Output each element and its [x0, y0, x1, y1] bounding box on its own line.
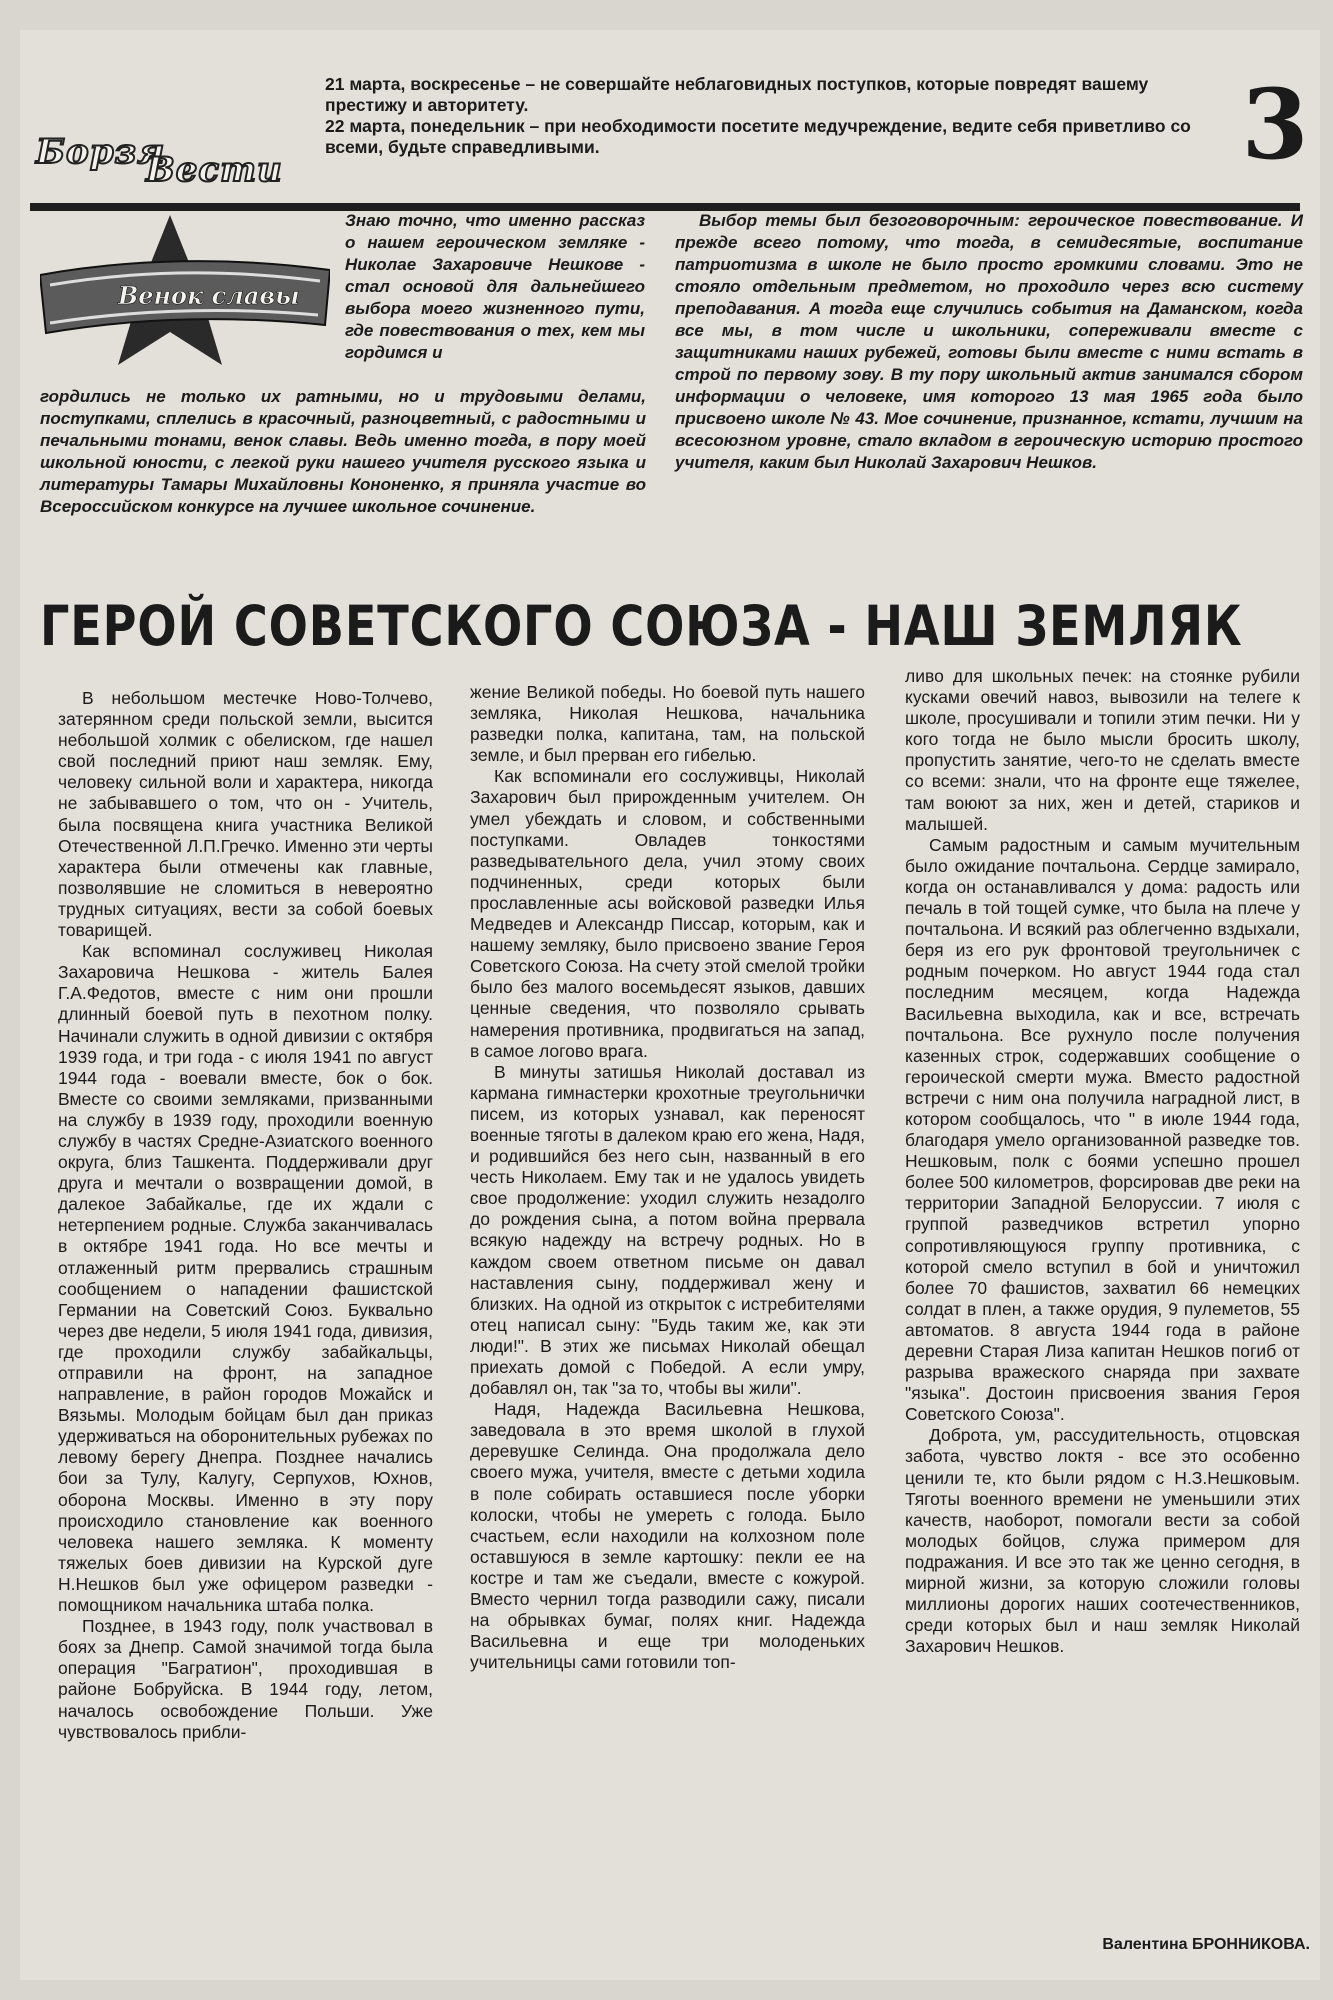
- article-headline: ГЕРОЙ СОВЕТСКОГО СОЮЗА - НАШ ЗЕМЛЯК: [40, 594, 1243, 658]
- rubric-emblem: [40, 215, 330, 385]
- article-paragraph: Надя, Надежда Васильевна Нешкова, заведовала в это время школой в глухой деревушке Селинда. Она продолжала дело своего мужа, учителя, вместе с детьми ходила в поле собирать оставшиеся после уборки колоски, чтобы не умереть с голода. Было счастьем, если находили на колхозном поле оставшуюся в земле картошку: пекли ее на костре и там же съедали, вместе с кожурой. Вместо чернил тогда разводили сажу, писали на обрывках бумаг, полях книг. Надежда Васильевна и еще три молоденьких учительницы сами готовили топ-: [470, 1399, 865, 1673]
- rubric-label: Венок славы: [118, 281, 300, 310]
- article-paragraph: жение Великой победы. Но боевой путь нашего земляка, Николая Нешкова, начальника разведки полка, капитана, там, на польской земле, и был прерван его гибелью.: [470, 682, 865, 766]
- article-paragraph: Позднее, в 1943 году, полк участвовал в боях за Днепр. Самой значимой тогда была операция "Багратион", проходившая в районе Бобруйска. В 1944 году, летом, началось освобождение Польши. Уже чувствовалось прибли-: [58, 1616, 433, 1742]
- article-paragraph: В небольшом местечке Ново-Толчево, затерянном среди польской земли, высится небольшой холмик с обелиском, где нашел свой последний приют наш земляк. Ему, человеку сильной воли и характера, никогда не забывавшего о том, что он - Учитель, была посвящена книга участника Великой Отечественной Л.П.Гречко. Именно эти черты характера были отмечены как главные, позволявшие не сломиться в невероятно трудных ситуациях, вести за собой боевых товарищей.: [58, 688, 433, 941]
- article-paragraph: ливо для школьных печек: на стоянке рубили кусками овечий навоз, вывозили на телеге к школе, просушивали и топили этим печки. Ни у кого тогда не было мысли бросить школу, пропустить занятие, чего-то не сделать вместе со всеми: знали, что на фронте еще тяжелее, там воюют за них, жен и детей, стариков и малышей.: [905, 666, 1300, 834]
- article-paragraph: Как вспоминали его сослуживцы, Николай Захарович был прирожденным учителем. Он умел убеждать и словом, и собственными поступками. Овладев тонкостями разведывательного дела, учил этому своих подчиненных, среди которых были прославленные асы войсковой разведки Илья Медведев и Александр Писсар, которым, как и нашему земляку, было присвоено звание Героя Советского Союза. На счету этой смелой тройки было без малого восемьдесят языков, давших ценные сведения, что позволяло срывать намерения противника, продвигаться на запад, в самое логово врага.: [470, 766, 865, 1061]
- article-column-2: [470, 682, 865, 1673]
- article-column-3: [905, 666, 1300, 1657]
- newspaper-logo: [36, 132, 306, 190]
- intro-paragraph: гордились не только их ратными, но и трудовыми делами, поступками, сплелись в красочный, разноцветный, с радостными и печальными тонами, венок славы. Ведь именно тогда, в пору моей школьной юности, с легкой руки нашего учителя русского языка и литературы Тамары Михайловны Кононенко, я приняла участие во Всероссийском конкурсе на лучшее школьное сочинение.: [40, 387, 646, 516]
- intro-text-right: [675, 210, 1303, 474]
- intro-text-top: [345, 210, 645, 364]
- author-signature: Валентина БРОННИКОВА.: [1102, 1936, 1310, 1953]
- intro-paragraph: Знаю точно, что именно рассказ о нашем героическом земляке - Николае Захаровиче Нешкове - стал основой для дальнейшего выбора моего жизненного пути, где повествования о тех, кем мы гордимся и: [345, 211, 645, 362]
- article-paragraph: Доброта, ум, рассудительность, отцовская забота, чувство локтя - все это особенно ценили те, кто были рядом с Н.З.Нешковым. Тяготы военного времени не уменьшили этих качеств, наоборот, помогали вести за собой молодых бойцов, служа примером для подражания. И все это так же ценно сегодня, в мирной жизни, за которую сложили головы миллионы дорогих наших соотечественников, среди которых был и наш земляк Николай Захарович Нешков.: [905, 1425, 1300, 1657]
- article-paragraph: Самым радостным и самым мучительным было ожидание почтальона. Сердце замирало, когда он останавливался у дома: радость или печаль в той тощей сумке, что была на плече у почтальона. И всякий раз облегченно вздыхали, беря из его рук фронтовой треугольничек с родным почерком. Но август 1944 года стал последним месяцем, когда Надежда Васильевна выходила, как и все, встречать почтальона. Все рухнуло после получения казенных строк, содержавших сообщение о героической смерти мужа. Вместо радостной встречи с ним она получила наградной лист, в котором сообщалось, что " в июле 1944 года, благодаря умело организованной разведке тов. Нешковым, полк с боями успешно прошел более 500 километров, форсировав две реки на территории Западной Белоруссии. 7 июля с группой разведчиков встретил упорно сопротивляющуюся группу противника, с которой смело вступил в бой и уничтожил более 70 фашистов, захватил 66 немецких солдат в плен, а также орудия, 9 пулеметов, 55 автоматов. 8 августа 1944 года в районе деревни Старая Лиза капитан Нешков погиб от разрыва вражеского снаряда при захвате "языка". Достоин присвоения звания Героя Советского Союза".: [905, 834, 1300, 1425]
- logo-word-2: Вести: [146, 150, 283, 190]
- article-paragraph: В минуты затишья Николай доставал из кармана гимнастерки крохотные треугольнички писем, из которых узнавал, как переносят военные тяготы в далеком краю его жена, Надя, и родившийся без него сын, названный в его честь Николаем. Ему так и не удалось увидеть свое продолжение: уходил служить незадолго до рождения сына, а потом война прервала всякую надежду на встречу родных. Но в каждом своем ответном письме он давал наставления сыну, поддерживал жену и близких. На одной из открыток с истребителями отец написал сыну: "Будь таким же, как эти люди!". В этих же письмах Николай обещал приехать домой с Победой. А если умру, добавлял он, так "за то, чтобы вы жили".: [470, 1061, 865, 1399]
- horoscope-block: [325, 74, 1230, 158]
- article-paragraph: Как вспоминал сослуживец Николая Захаровича Нешкова - житель Балея Г.А.Федотов, вместе с ним они прошли длинный боевой путь в пехотном полку. Начинали служить в одной дивизии с октября 1939 года, и три года - с июля 1941 по август 1944 года - воевали вместе, бок о бок. Вместе со своими земляками, призванными на службу в 1939 году, проходили военную службу в частях Средне-Азиатского военного округа, близ Ташкента. Поддерживали друг друга и мечтали о возвращении домой, в далекое Забайкалье, где их ждали с нетерпением родные. Служба заканчивалась в октябре 1941 года. Но все мечты и отлаженный ритм прервались страшным сообщением о нападении фашистской Германии на Советский Союз. Буквально через две недели, 5 июля 1941 года, дивизия, где проходили службу забайкальцы, отправили на фронт, на западное направление, в район городов Можайск и Вязьмы. Молодым бойцам был дан приказ удерживаться на оборонительных рубежах по левому берегу Днепра. Позднее начались бои за Тулу, Калугу, Серпухов, Юхнов, оборона Москвы. Именно в эту пору происходило становление как военного человека нашего земляка. К моменту тяжелых боев дивизии на Курской дуге Н.Нешков был уже офицером разведки - помощником начальника штаба полка.: [58, 941, 433, 1616]
- article-column-1: [58, 688, 433, 1743]
- logo-word-1: Борзя: [36, 132, 166, 172]
- page-number: 3: [1241, 68, 1309, 181]
- horoscope-line: 22 марта, понедельник – при необходимости посетите медучреждение, ведите себя приветливо со всеми, будьте справедливыми.: [325, 116, 1191, 157]
- intro-text-bottom: [40, 386, 646, 518]
- horoscope-line: 21 марта, воскресенье – не совершайте неблаговидных поступков, которые повредят вашему престижу и авторитету.: [325, 74, 1149, 115]
- intro-paragraph: Выбор темы был безоговорочным: героическое повествование. И прежде всего потому, что тогда, в семидесятые, воспитание патриотизма в школе не было просто громкими словами. Это не стояло отдельным предметом, но проходило через всю систему преподавания. А тогда еще случились события на Даманском, когда все мы, в том числе и школьники, сопереживали вместе с защитниками наших рубежей, готовы были вместе с ними встать в строй по первому зову. В ту пору школьный актив занимался сбором информации о человеке, имя которого 13 мая 1965 года было присвоено школе № 43. Мое сочинение, признанное, кстати, лучшим на всесоюзном уровне, стало вкладом в героическую историю простого учителя, каким был Николай Захарович Нешков.: [675, 211, 1303, 472]
